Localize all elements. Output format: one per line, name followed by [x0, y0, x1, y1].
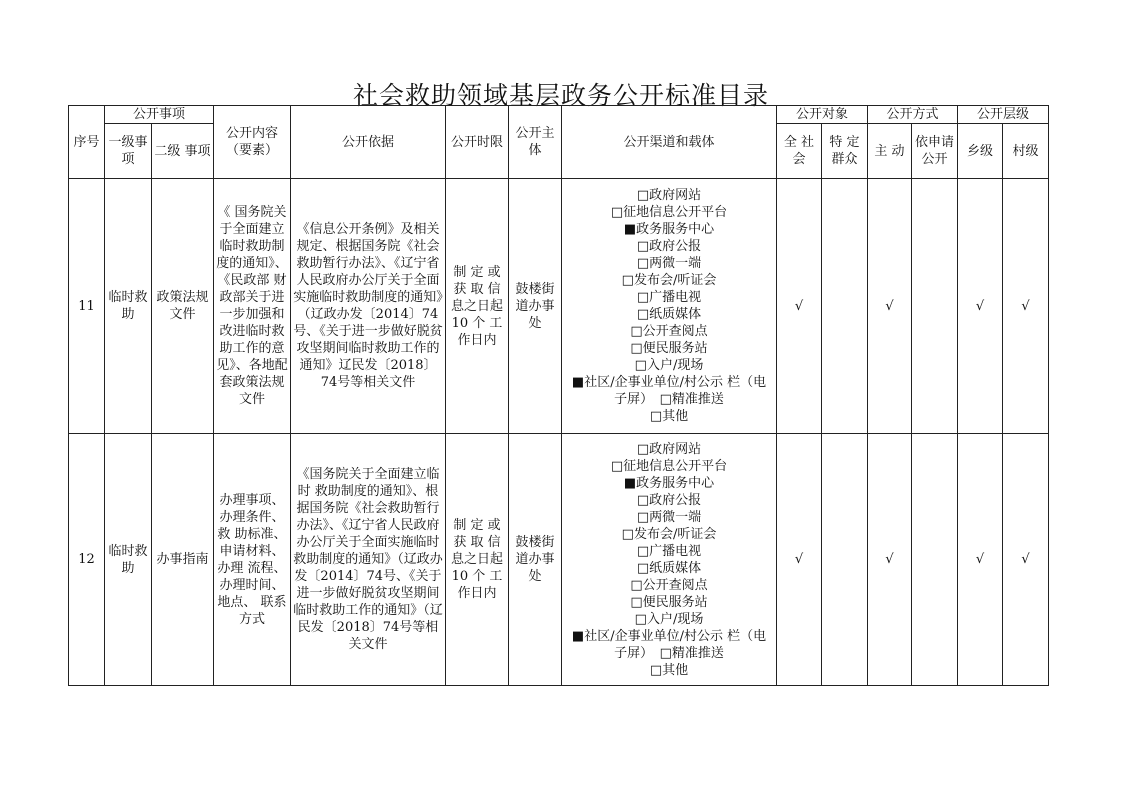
check-audience-specific [822, 434, 868, 686]
channel-item: □入户/现场 [634, 358, 704, 373]
row-level2: 办事指南 [152, 434, 214, 686]
header-audience-all: 全 社 会 [777, 124, 822, 179]
check-level-village: √ [1003, 434, 1049, 686]
check-level-township: √ [958, 434, 1003, 686]
channel-item: □便民服务站 [630, 341, 708, 356]
catalog-table [68, 105, 1049, 686]
row-subject: 鼓楼街道办事处 [509, 434, 562, 686]
header-method: 公开方式 [868, 106, 958, 124]
header-level2: 二级 事项 [152, 124, 214, 179]
header-level: 公开层级 [958, 106, 1049, 124]
row-seq: 11 [69, 179, 105, 434]
channel-item: □两微一端 [636, 509, 702, 525]
header-audience: 公开对象 [777, 106, 868, 124]
row-level1: 临时救助 [105, 179, 152, 434]
channel-item: ■政务服务中心 [623, 222, 715, 237]
channel-item: □政府公报 [636, 492, 702, 508]
header-level-village: 村级 [1003, 124, 1049, 179]
channel-item: ■社区/企事业单位/村公示 栏（电子屏） □精准推送 [571, 628, 767, 661]
channel-item: □广播电视 [636, 290, 702, 305]
channel-item: □其他 [649, 662, 689, 678]
row-level1: 临时救助 [105, 434, 152, 686]
header-matter: 公开事项 [105, 106, 214, 124]
channel-item: ■政务服务中心 [623, 475, 715, 491]
channel-item: □纸质媒体 [636, 307, 702, 322]
table-row [69, 179, 1049, 434]
channel-item: □政府网站 [636, 188, 702, 203]
table-row [69, 434, 1049, 686]
check-audience-specific [822, 179, 868, 434]
row-subject: 鼓楼街道办事处 [509, 179, 562, 434]
check-method-active: √ [868, 434, 912, 686]
header-basis: 公开依据 [291, 106, 446, 179]
row-channels [562, 179, 777, 434]
row-time-limit: 制 定 或获 取 信息之日起 10 个 工作日内 [446, 434, 509, 686]
row-basis: 《信息公开条例》及相关规定、根据国务院《社会救助暂行办法》、《辽宁省人民政府办公厅关于全面实施临时救助制度的通知》（辽政办发〔2014〕74号、《关于进一步做好脱贫攻坚期间临时救助工作的通知》辽民发〔2018〕74号等相关文件 [291, 179, 446, 434]
header-time-limit: 公开时限 [446, 106, 509, 179]
row-time-limit: 制 定 或获 取 信息之日起 10 个 工作日内 [446, 179, 509, 434]
channel-item: □征地信息公开平台 [610, 205, 728, 220]
check-audience-all: √ [777, 434, 822, 686]
channel-item: □征地信息公开平台 [610, 458, 728, 474]
channel-item: □入户/现场 [634, 611, 704, 627]
row-channels [562, 434, 777, 686]
header-seq: 序号 [69, 106, 105, 179]
row-content: 《 国务院关于全面建立临时救助制度的通知》、《民政部 财政部关于进一步加强和改进临时救助工作的意见》、各地配 套政策法规文件 [214, 179, 291, 434]
header-level-township: 乡级 [958, 124, 1003, 179]
row-level2: 政策法规文件 [152, 179, 214, 434]
channel-item: □便民服务站 [630, 594, 708, 610]
check-method-request [912, 434, 958, 686]
channel-item: □公开查阅点 [630, 324, 708, 339]
channel-item: □发布会/听证会 [621, 273, 717, 288]
header-audience-specific: 特 定 群众 [822, 124, 868, 179]
channel-item: □纸质媒体 [636, 560, 702, 576]
header-content: 公开内容（要素） [214, 106, 291, 179]
header-level1: 一级事项 [105, 124, 152, 179]
check-method-active: √ [868, 179, 912, 434]
channel-item: □政府网站 [636, 441, 702, 457]
header-subject: 公开主体 [509, 106, 562, 179]
header-channels: 公开渠道和载体 [562, 106, 777, 179]
channel-item: □公开查阅点 [630, 577, 708, 593]
page-title: 社会救助领域基层政务公开标准目录 [352, 81, 769, 110]
row-content: 办理事项、办理条件、救 助标准、申请材料、办理 流程、办理时间、地点、 联系方式 [214, 434, 291, 686]
channel-item: ■社区/企事业单位/村公示 栏（电子屏） □精准推送 [571, 375, 767, 407]
check-level-village: √ [1003, 179, 1049, 434]
channel-item: □发布会/听证会 [621, 526, 717, 542]
channel-item: □其他 [649, 409, 689, 424]
header-method-request: 依申请公开 [912, 124, 958, 179]
check-audience-all: √ [777, 179, 822, 434]
check-level-township: √ [958, 179, 1003, 434]
channel-item: □两微一端 [636, 256, 702, 271]
channel-item: □广播电视 [636, 543, 702, 559]
row-basis: 《国务院关于全面建立临时 救助制度的通知》、根据国务院《社会救助暂行办法》、《辽宁省人民政府办公厅关于全面实施临时救助制度的通知》（辽政办发〔2014〕74号、《关于进一步做好脱贫攻坚期间临时救助工作的通知》（辽民发〔2018〕74号等相关文件 [291, 434, 446, 686]
row-seq: 12 [69, 434, 105, 686]
check-method-request [912, 179, 958, 434]
channel-item: □政府公报 [636, 239, 702, 254]
header-method-active: 主 动 [868, 124, 912, 179]
